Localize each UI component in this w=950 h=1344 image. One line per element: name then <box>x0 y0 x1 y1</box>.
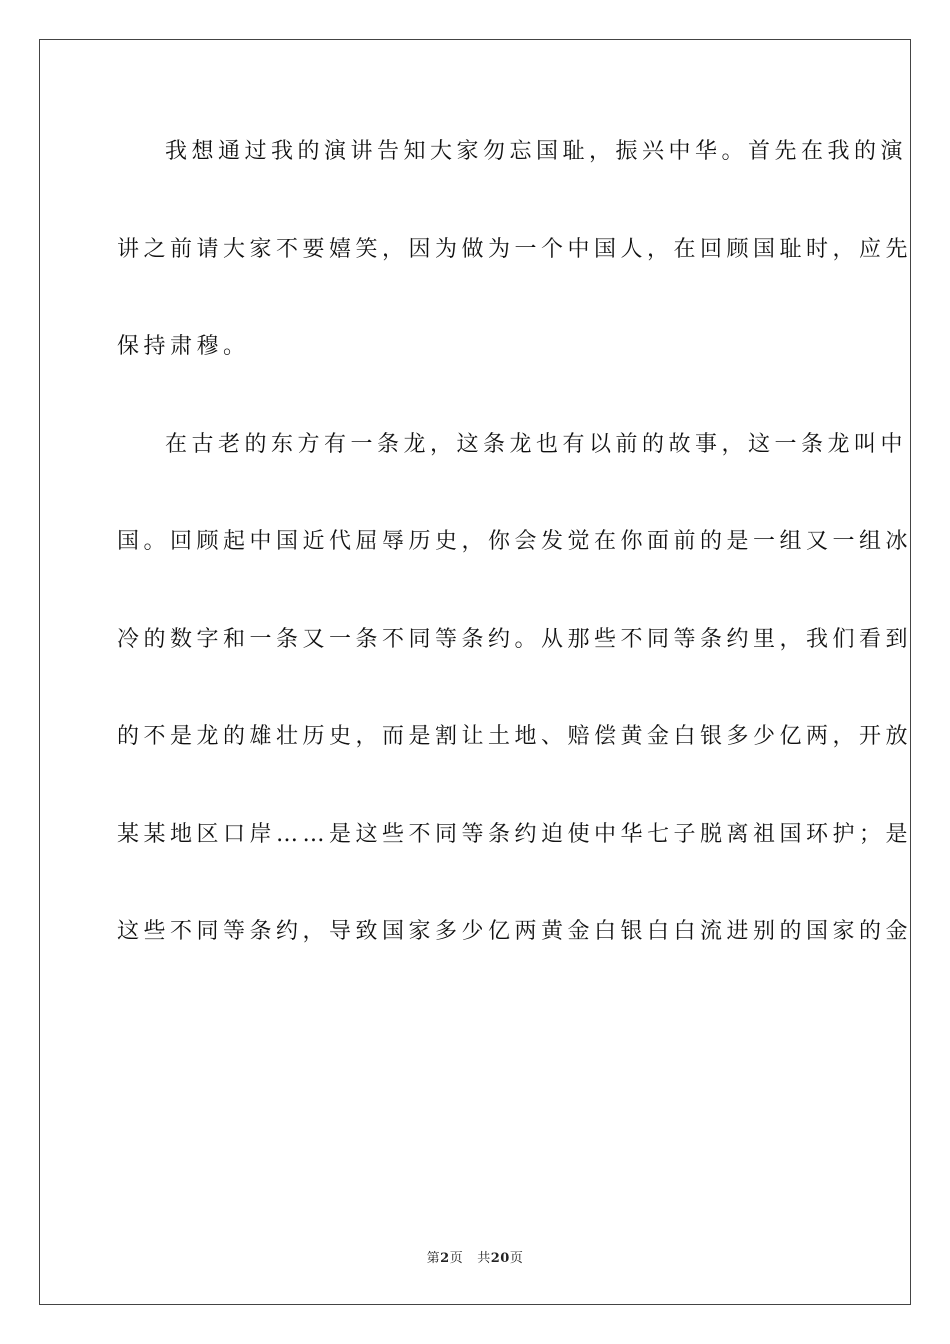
total-pages: 20 <box>490 1251 510 1266</box>
total-prefix: 共 <box>477 1251 491 1266</box>
document-body <box>117 122 913 1000</box>
total-suffix: 页 <box>509 1251 524 1266</box>
text-line: 讲之前请大家不要嬉笑，因为做为一个中国人，在回顾国耻时，应先 <box>117 236 913 262</box>
text-line: 某某地区口岸……是这些不同等条约迫使中华七子脱离祖国环护；是 <box>117 821 913 847</box>
page-suffix: 页 <box>449 1251 464 1266</box>
text-line: 冷的数字和一条又一条不同等条约。从那些不同等条约里，我们看到 <box>117 626 913 652</box>
text-line: 这些不同等条约，导致国家多少亿两黄金白银白白流进别的国家的金 <box>117 919 913 944</box>
page-number: 2 <box>440 1251 450 1266</box>
text-line: 的不是龙的雄壮历史，而是割让土地、赔偿黄金白银多少亿两，开放 <box>117 724 913 749</box>
text-line: 在古老的东方有一条龙，这条龙也有以前的故事，这一条龙叫中 <box>165 431 908 457</box>
page-prefix: 第 <box>426 1251 441 1266</box>
text-line: 我想通过我的演讲告知大家勿忘国耻，振兴中华。首先在我的演 <box>165 139 908 164</box>
text-line: 保持肃穆。 <box>117 334 250 359</box>
page-footer <box>0 1247 950 1266</box>
text-line: 国。回顾起中国近代屈辱历史，你会发觉在你面前的是一组又一组冰 <box>117 529 913 554</box>
